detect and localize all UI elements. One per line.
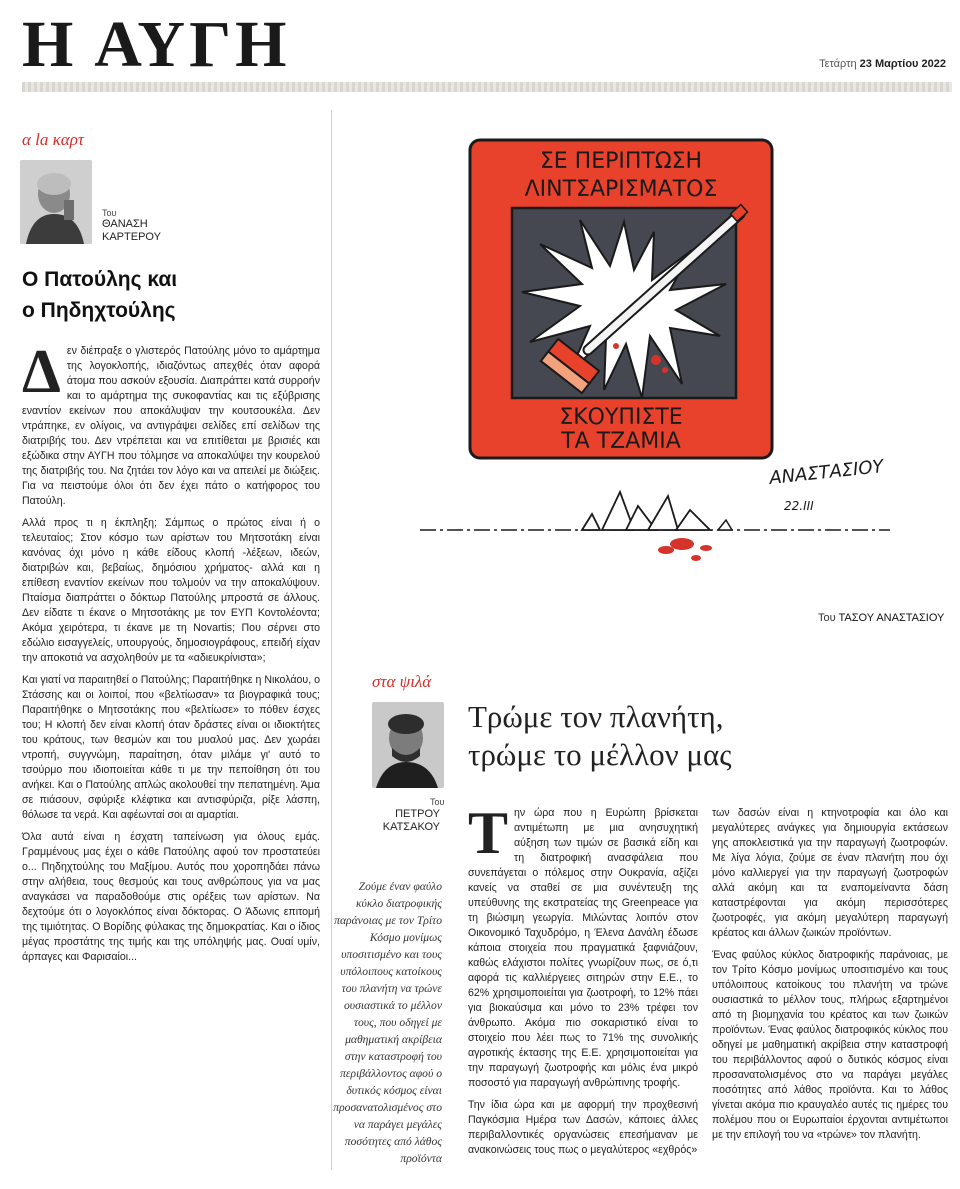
paragraph: Αλλά προς τι η έκπληξη; Σάμπως ο πρώτος είναι ή ο τελευταίος; Στον κόσμο των αρίστων του Μητσοτάκη είναι κανόνας όχι μόνο η κάθε είδους κλοπή -λέξεων, ιδεών, διατριβών και, βεβαίως, δημόσιου χρήματος- αλλά και η επίθεση εναντίον εκείνων που τολμούν να την αποκαλύψουν. Πταίσμα διαπράττει ο δόκτωρ Πατούλης μπροστά σε άλλους. Δεν είδατε τι έκανε ο Μητσοτάκης με τον ΕΥΠ Κοντολέοντα; Ακόμα χειρότερα, τι έκανε με τη Novartis; Που σέρνει στο εδώλιο εισαγγελείς, υπουργούς, δημοσιογράφους, επειδή είχαν την αποκοτιά να ασχοληθούν με τα «αδιευκρίνιστα»; xyxy=(22,517,320,664)
paragraph: των δασών είναι η κτηνοτροφία και όλο και μεγαλύτερες ανάγκες για δημιουργία εκτάσεων γης αποκλειστικά για την παραγωγή ζωοτροφών. Με λίγα λόγια, ζούμε σε έναν πλανήτη που όχι μόνο καλλιεργεί για την παραγωγή ζωοτροφών αλλά ακόμη και τα εναπομείναντα δάση καταστρέφονται για ακόμη περισσότερες ζωοτροφές, για ακόμη μεγαλύτερη παραγωγή κρέατος και άλλων ζωικών προϊόντων. xyxy=(712,807,948,939)
date-prefix: Τετάρτη xyxy=(819,58,857,70)
article-body-col-2 xyxy=(712,806,948,1150)
cartoon-sig-date: 22.III xyxy=(784,499,814,513)
cartoon-signature: ΑΝΑΣΤΑΣΙΟΥ xyxy=(768,456,885,489)
paragraph: Την ώρα που η Ευρώπη βρίσκεται αντιμέτωπη με μια ανησυχητική αύξηση των τιμών σε βασικά είδη και τη διατροφική ανασφάλεια που συνεπάγεται ο πόλεμος στην Ουκρανία, αξίζει κανείς να σταθεί σε μια συνέντευξη της υπεύθυνης της εκστρατείας της Greenpeace για τη βιώσιμη γεωργία. Μιλώντας λοιπόν στον Οικονομικό Ταχυδρόμο, η Έλενα Δανάλη έδωσε κάποια στοιχεία που πραγματικά ξαφνιάζουν, καθώς ελάχιστοι πολίτες γνωρίζουν πως, σε ό,τι αφορά τις καλλιέργειες σιτηρών στην Ε.Ε., το 62% χρησιμοποιείται για ζωοτροφή, το 12% πάει για βιοκαύσιμα και μόνο το 23% τρέφει τον άνθρωπο. Ακόμα πιο σοκαριστικό είναι το στοιχείο που λέει πως το 71% της συνολικής αγροτικής έκτασης της Ε.Ε. χρησιμοποιείται για την παραγωγή ζωοτροφής και μόλις ένα μικρό ποσοστό για παραγωγή ανθρώπινης τροφής. xyxy=(468,800,698,1089)
byline-name-first: ΠΕΤΡΟΥ xyxy=(395,808,440,820)
issue-date xyxy=(819,58,946,70)
frame-text-bottom-2: ΤΑ ΤΖΑΜΙΑ xyxy=(561,429,681,454)
credit-name: ΤΑΣΟΥ ΑΝΑΣΤΑΣΙΟΥ xyxy=(838,612,945,624)
article-headline xyxy=(22,264,322,326)
byline-name-last: ΚΑΡΤΕΡΟΥ xyxy=(102,231,161,243)
section-tag-sta-psila: στα ψιλά xyxy=(372,672,432,691)
frame-text-top-1: ΣΕ ΠΕΡΙΠΤΩΣΗ xyxy=(539,149,703,174)
byline-name-first: ΘΑΝΑΣΗ xyxy=(102,218,148,230)
author-photo-kartero xyxy=(20,160,92,244)
paragraph: Ένας φαύλος κύκλος διατροφικής παράνοιας, με τον Τρίτο Κόσμο μονίμως υποσιτισμένο και τους υπόλοιπους κατοίκους του πλανήτη να τρώνε ουσιαστικά το μέλλον τους, πλήρως εξαρτημένοι από τη βιομηχανία του κρέατος και των ζωικών προϊόντων. Ένας φαύλος διατροφικός κύκλος που οδηγεί με μαθηματική ακρίβεια στην καταστροφή του περιβάλλοντος αφού ο δυτικός κόσμος είναι προσανατολισμένος στο να παράγει μεγάλες ποσότητες από λάθος προϊόντα. Και το λάθος γίνεται ακόμα πιο κραυγαλέο αυτές τις ημέρες του πολέμου που οι Ευρωπαίοι έρχονται αντιμέτωποι με την επιλογή του να «τρώνε» τον πλανήτη. xyxy=(712,949,948,1141)
pull-quote: Ζούμε έναν φαύλο κύκλο διατροφικής παράνοιας με τον Τρίτο Κόσμο μονίμως υποσιτισμένο και τους υπόλοιπους κατοίκους του πλανήτη να τρώνε ουσιαστικά το μέλλον τους, που οδηγεί με μαθηματική ακρίβεια στην καταστροφή του περιβάλλοντος αφού ο δυτικός κόσμος είναι προσανατολισμένος στο να παράγει μεγάλες ποσότητες από λάθος προϊόντα xyxy=(333,880,442,1165)
byline-name-last: ΚΑΤΣΑΚΟΥ xyxy=(382,821,440,833)
article-headline xyxy=(468,698,928,774)
byline-prefix: Του xyxy=(430,797,445,807)
drop-cap: Τ xyxy=(468,800,509,866)
cartoon-credit xyxy=(818,612,944,624)
section-tag-a-la-carte: α la καρτ xyxy=(22,130,84,149)
editorial-cartoon xyxy=(420,122,900,577)
date-value: 23 Μαρτίου 2022 xyxy=(859,58,946,70)
credit-prefix: Του xyxy=(818,612,836,624)
frame-text-bottom-1: ΣΚΟΥΠΙΣΤΕ xyxy=(559,405,683,430)
glass-shard xyxy=(582,514,600,530)
headline-line-2: τρώμε το μέλλον μας xyxy=(468,737,732,772)
headline-line-1: Τρώμε τον πλανήτη, xyxy=(468,699,724,734)
glass-shard xyxy=(648,496,678,530)
paragraph: Όλα αυτά είναι η έσχατη ταπείνωση για όλους εμάς. Γραμμένους μας έχει ο κάθε Πατούλης αφού τον προστατεύει ο... Πηδηχτούλης του Μαξίμου. Αυτός που χοροπηδάει πάνω στην αλήθεια, τους θεσμούς και τους ανθρώπους για να μας αναγκάσει να παραδοθούμε στις ορέξεις των αρίστων. Να δεχτούμε ότι ο λογοκλόπος είναι δόκτορας. Ο Άδωνις επιτομή της τιμιότητας. Ο Βορίδης φύλακας της δημοκρατίας. Και ο ίδιος μέγας προστάτης της τιμής και της υπόληψής μας. Ουαί υμίν, άρπαγες και Φαρισαίοι... xyxy=(22,831,320,963)
drop-cap: Δ xyxy=(22,338,61,406)
headline-line-1: Ο Πατούλης και xyxy=(22,268,178,291)
paragraph: Δεν διέπραξε ο γλιστερός Πατούλης μόνο το αμάρτημα της λογοκλοπής, ιδιαζόντως απεχθές όταν αφορά άτομα που ασκούν εξουσία. Διαπράττει κατά συρροήν και το αμάρτημα της συκοφαντίας και τις εξύβρισης εναντίον εκείνων που αποκάλυψαν την κουτσουκέλα. Δεν ντράπηκε, εν ολίγοις, να αντιγράψει σελίδες επί σελίδων της διατριβής του. Δεν ντρέπεται και να επιτίθεται με βρισιές και εξώδικα στην ΑΥΓΗ που τόλμησε να αποκαλύψει την κουρελού της διατριβής του. Να ζητάει τον λόγο και να απειλεί με διώξεις. Για να πειστούμε όλοι ότι δεν έχει πάτο ο κατήφορος του Πατούλη. xyxy=(22,338,320,507)
headline-line-2: ο Πηδηχτούλης xyxy=(22,299,176,322)
paragraph: Και γιατί να παραιτηθεί ο Πατούλης; Παραιτήθηκε η Νικολάου, ο Στάσσης και οι λοιποί, που «βελτίωσαν» τα βιογραφικά τους; Παραιτήθηκε ο Μητσοτάκης που «βελτίωσε» το πόθεν έσχες του; Η κλοπή δεν είναι κλοπή όταν δράστες είναι οι ιδιοκτήτες του κράτους, των θεσμών και του μυαλού μας. Δεν χωράει ντροπή, συγγνώμη, παραίτηση, όταν μιλάμε γι' αυτό το τσούρμο που ιδιοποιείται κάθε τι με την πεποίθηση ότι του ανήκει. Και ο Πατούλης απλώς ακολουθεί την πεπατημένη. Άμα σε πιάσουν, σφύριξε κλέφτικα και αντισφύριζα, ρίξε λάσπη, θόλωσε τα νερά. Και αφέωνταί σοι αι αμαρτίαι. xyxy=(22,674,320,821)
author-photo-katsakou xyxy=(372,702,444,788)
header-rule xyxy=(22,82,952,92)
frame-text-top-2: ΛΙΝΤΣΑΡΙΣΜΑΤΟΣ xyxy=(524,177,718,202)
article-body-left xyxy=(22,338,320,972)
byline-prefix: Του xyxy=(102,208,117,218)
paragraph: Την ίδια ώρα και με αφορμή την προχθεσινή Παγκόσμια Ημέρα των Δασών, κάποιες άλλες περιβαλλοντικές οργανώσεις επεσήμαναν με ανακοινώσεις τους πως ο μεγαλύτερος «εχθρός» xyxy=(468,1099,698,1156)
glass-shard xyxy=(676,510,710,530)
article-body-col-1 xyxy=(468,800,698,1165)
masthead-title: Η ΑΥΓΗ xyxy=(22,8,291,81)
